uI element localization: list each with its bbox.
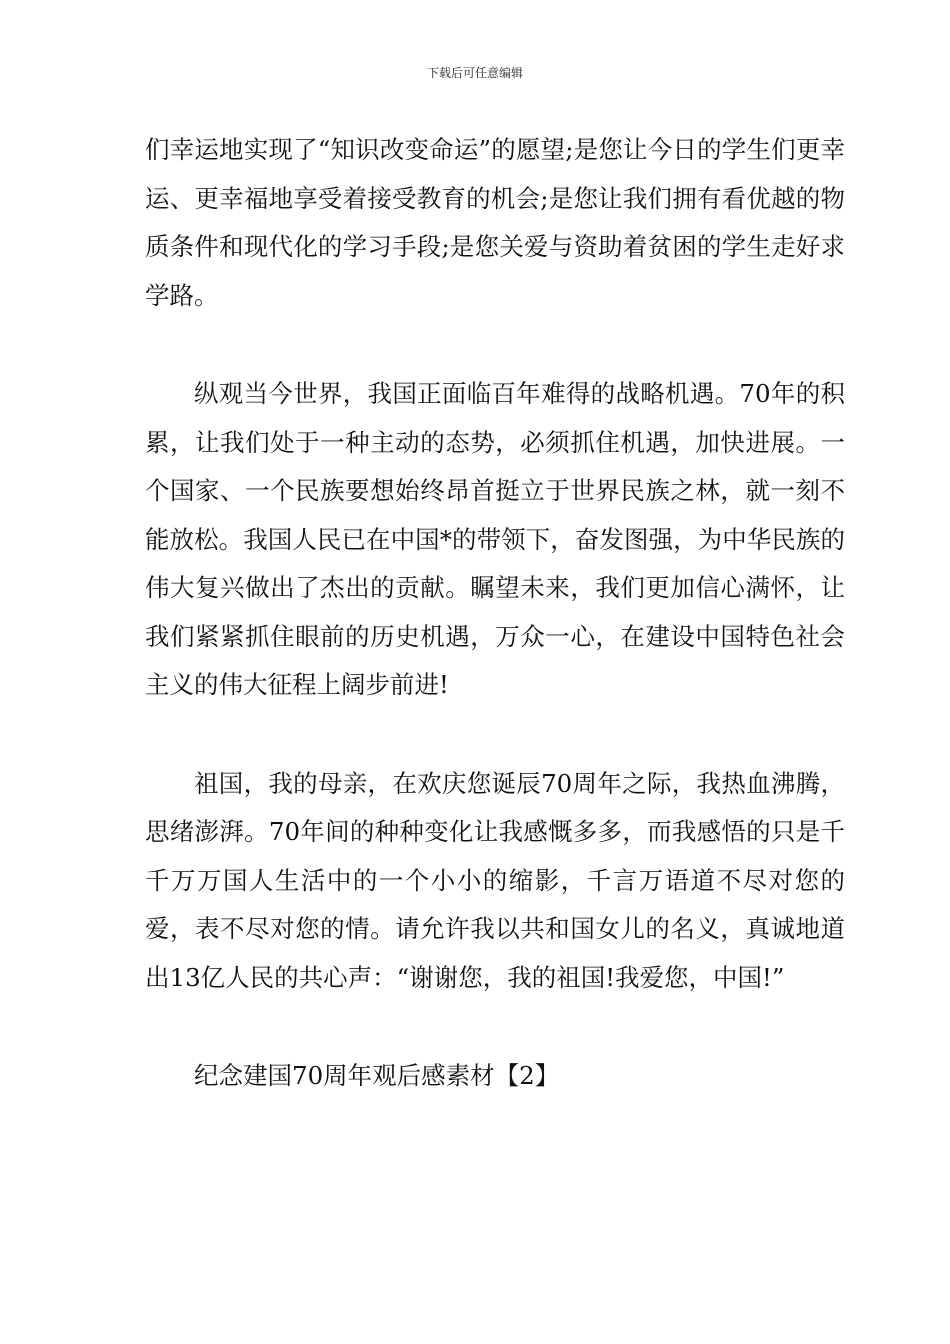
header-note: 下载后可任意编辑	[426, 66, 523, 80]
paragraph-motherland: 祖国，我的母亲，在欢庆您诞辰70周年之际，我热血沸腾，思绪澎湃。70年间的种种变化让我感慨多多，而我感悟的只是千千万万国人生活中的一个小小的缩影，千言万语道不尽对您的爱，表不尽对您的情。请允许我以共和国女儿的名义，真诚地道出13亿人民的共心声：“谢谢您，我的祖国!我爱您，中国!”	[145, 768, 845, 992]
section-heading: 纪念建国70周年观后感素材【2】	[194, 1061, 560, 1090]
paragraph-strategic-opportunity: 纵观当今世界，我国正面临百年难得的战略机遇。70年的积累，让我们处于一种主动的态势，必须抓住机遇，加快进展。一个国家、一个民族要想始终昂首挺立于世界民族之林，就一刻不能放松。我国人民已在中国*的带领下，奋发图强，为中华民族的伟大复兴做出了杰出的贡献。瞩望未来，我们更加信心满怀，让我们紧紧抓住眼前的历史机遇，万众一心，在建设中国特色社会主义的伟大征程上阔步前进!	[145, 379, 845, 699]
paragraph-continuation: 们幸运地实现了“知识改变命运”的愿望;是您让今日的学生们更幸运、更幸福地享受着接受教育的机会;是您让我们拥有看优越的物质条件和现代化的学习手段;是您关爱与资助着贫困的学生走好求学路。	[145, 135, 845, 310]
document-body	[145, 126, 845, 1101]
